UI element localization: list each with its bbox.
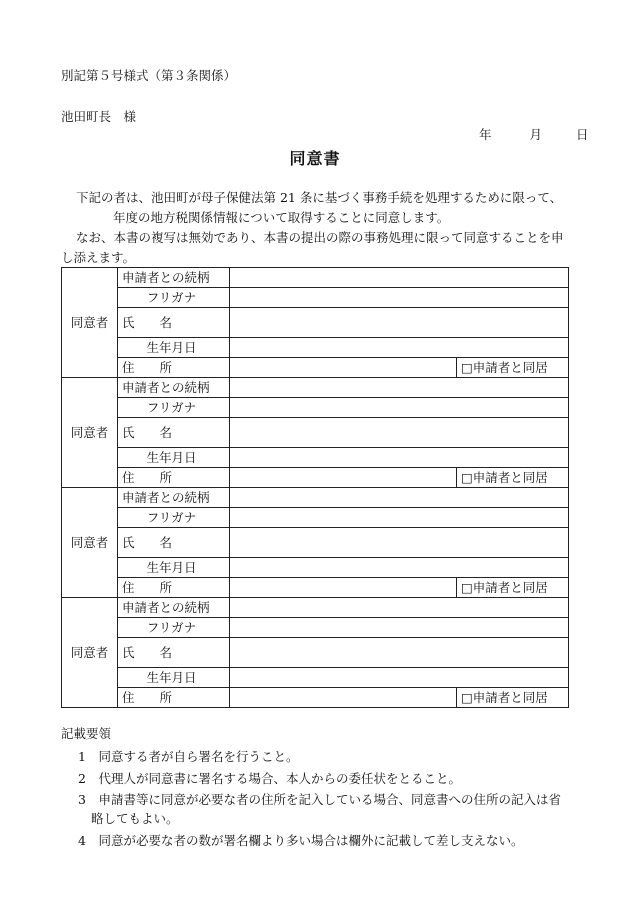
- cohabit-checkbox[interactable]: □申請者と同居: [457, 578, 569, 598]
- field-label-furigana: フリガナ: [118, 618, 230, 638]
- cohabit-checkbox[interactable]: □申請者と同居: [457, 688, 569, 708]
- field-label-relation: 申請者との続柄: [118, 488, 230, 508]
- field-label-name: 氏 名: [118, 638, 230, 668]
- consenter-2-name-row: [62, 418, 569, 448]
- consenter-3-furigana-row: [62, 508, 569, 528]
- field-input-name[interactable]: [230, 308, 569, 338]
- field-label-relation: 申請者との続柄: [118, 378, 230, 398]
- consenter-4-address-row: [62, 688, 569, 708]
- field-input-name[interactable]: [230, 638, 569, 668]
- consenter-2-furigana-row: [62, 398, 569, 418]
- consenter-1-relation-row: [62, 268, 569, 288]
- consenter-group-label: 同意者: [62, 268, 118, 378]
- field-input-relation[interactable]: [230, 268, 569, 288]
- field-input-address[interactable]: [230, 688, 457, 708]
- consent-paragraph-1-cont: 年度の地方税関係情報について取得することに同意します。: [113, 210, 450, 225]
- field-input-relation[interactable]: [230, 378, 569, 398]
- consenter-4-name-row: [62, 638, 569, 668]
- consent-signature-table: [61, 267, 569, 708]
- date-line: [479, 125, 588, 143]
- field-input-furigana[interactable]: [230, 508, 569, 528]
- consenter-4-furigana-row: [62, 618, 569, 638]
- note-item: 3 申請書等に同意が必要な者の住所を記入している場合、同意書への住所の記入は省: [78, 792, 561, 807]
- field-label-address: 住 所: [118, 358, 230, 378]
- field-label-birthdate: 生年月日: [118, 338, 230, 358]
- addressee: 池田町長 様: [61, 109, 137, 124]
- consenter-2-address-row: [62, 468, 569, 488]
- consenter-2-relation-row: [62, 378, 569, 398]
- date-month: 月: [529, 127, 542, 142]
- field-label-address: 住 所: [118, 468, 230, 488]
- consenter-3-address-row: [62, 578, 569, 598]
- field-label-furigana: フリガナ: [118, 398, 230, 418]
- field-input-relation[interactable]: [230, 488, 569, 508]
- cohabit-checkbox[interactable]: □申請者と同居: [457, 468, 569, 488]
- consenter-3-birthdate-row: [62, 558, 569, 578]
- field-input-birthdate[interactable]: [230, 448, 569, 468]
- field-input-address[interactable]: [230, 358, 457, 378]
- notes-heading: 記載要領: [61, 726, 112, 741]
- note-item: 2 代理人が同意書に署名する場合、本人からの委任状をとること。: [78, 771, 461, 786]
- field-input-address[interactable]: [230, 578, 457, 598]
- field-input-name[interactable]: [230, 528, 569, 558]
- consenter-3-name-row: [62, 528, 569, 558]
- field-label-furigana: フリガナ: [118, 508, 230, 528]
- field-input-furigana[interactable]: [230, 398, 569, 418]
- note-item: 1 同意する者が自ら署名を行うこと。: [78, 749, 299, 764]
- field-input-address[interactable]: [230, 468, 457, 488]
- consenter-1-birthdate-row: [62, 338, 569, 358]
- note-item: 4 同意が必要な者の数が署名欄より多い場合は欄外に記載して差し支えない。: [78, 833, 524, 848]
- date-day: 日: [575, 127, 589, 142]
- cohabit-checkbox[interactable]: □申請者と同居: [457, 358, 569, 378]
- consenter-3-relation-row: [62, 488, 569, 508]
- consenter-1-address-row: [62, 358, 569, 378]
- field-input-furigana[interactable]: [230, 288, 569, 308]
- consenter-1-furigana-row: [62, 288, 569, 308]
- field-input-furigana[interactable]: [230, 618, 569, 638]
- consent-paragraph-2-cont: し添えます。: [61, 250, 136, 265]
- field-label-furigana: フリガナ: [118, 288, 230, 308]
- form-reference: 別記第５号様式（第３条関係）: [61, 68, 237, 83]
- consenter-group-label: 同意者: [62, 378, 118, 488]
- field-input-birthdate[interactable]: [230, 338, 569, 358]
- consenter-group-label: 同意者: [62, 488, 118, 598]
- consent-paragraph-2: なお、本書の複写は無効であり、本書の提出の際の事務処理に限って同意することを申: [76, 230, 564, 245]
- consent-paragraph-1: 下記の者は、池田町が母子保健法第 21 条に基づく事務手続を処理するために限って、: [76, 190, 563, 205]
- field-label-relation: 申請者との続柄: [118, 268, 230, 288]
- document-title: 同意書: [289, 149, 341, 168]
- field-label-birthdate: 生年月日: [118, 448, 230, 468]
- field-label-relation: 申請者との続柄: [118, 598, 230, 618]
- consenter-4-birthdate-row: [62, 668, 569, 688]
- consenter-4-relation-row: [62, 598, 569, 618]
- consenter-1-name-row: [62, 308, 569, 338]
- field-label-name: 氏 名: [118, 308, 230, 338]
- field-input-birthdate[interactable]: [230, 668, 569, 688]
- field-input-relation[interactable]: [230, 598, 569, 618]
- field-label-birthdate: 生年月日: [118, 558, 230, 578]
- field-label-birthdate: 生年月日: [118, 668, 230, 688]
- date-year: 年: [479, 127, 492, 142]
- field-label-address: 住 所: [118, 578, 230, 598]
- field-input-birthdate[interactable]: [230, 558, 569, 578]
- consenter-2-birthdate-row: [62, 448, 569, 468]
- field-label-address: 住 所: [118, 688, 230, 708]
- field-input-name[interactable]: [230, 418, 569, 448]
- note-item-cont: 略してもよい。: [91, 811, 179, 826]
- consenter-group-label: 同意者: [62, 598, 118, 708]
- field-label-name: 氏 名: [118, 418, 230, 448]
- field-label-name: 氏 名: [118, 528, 230, 558]
